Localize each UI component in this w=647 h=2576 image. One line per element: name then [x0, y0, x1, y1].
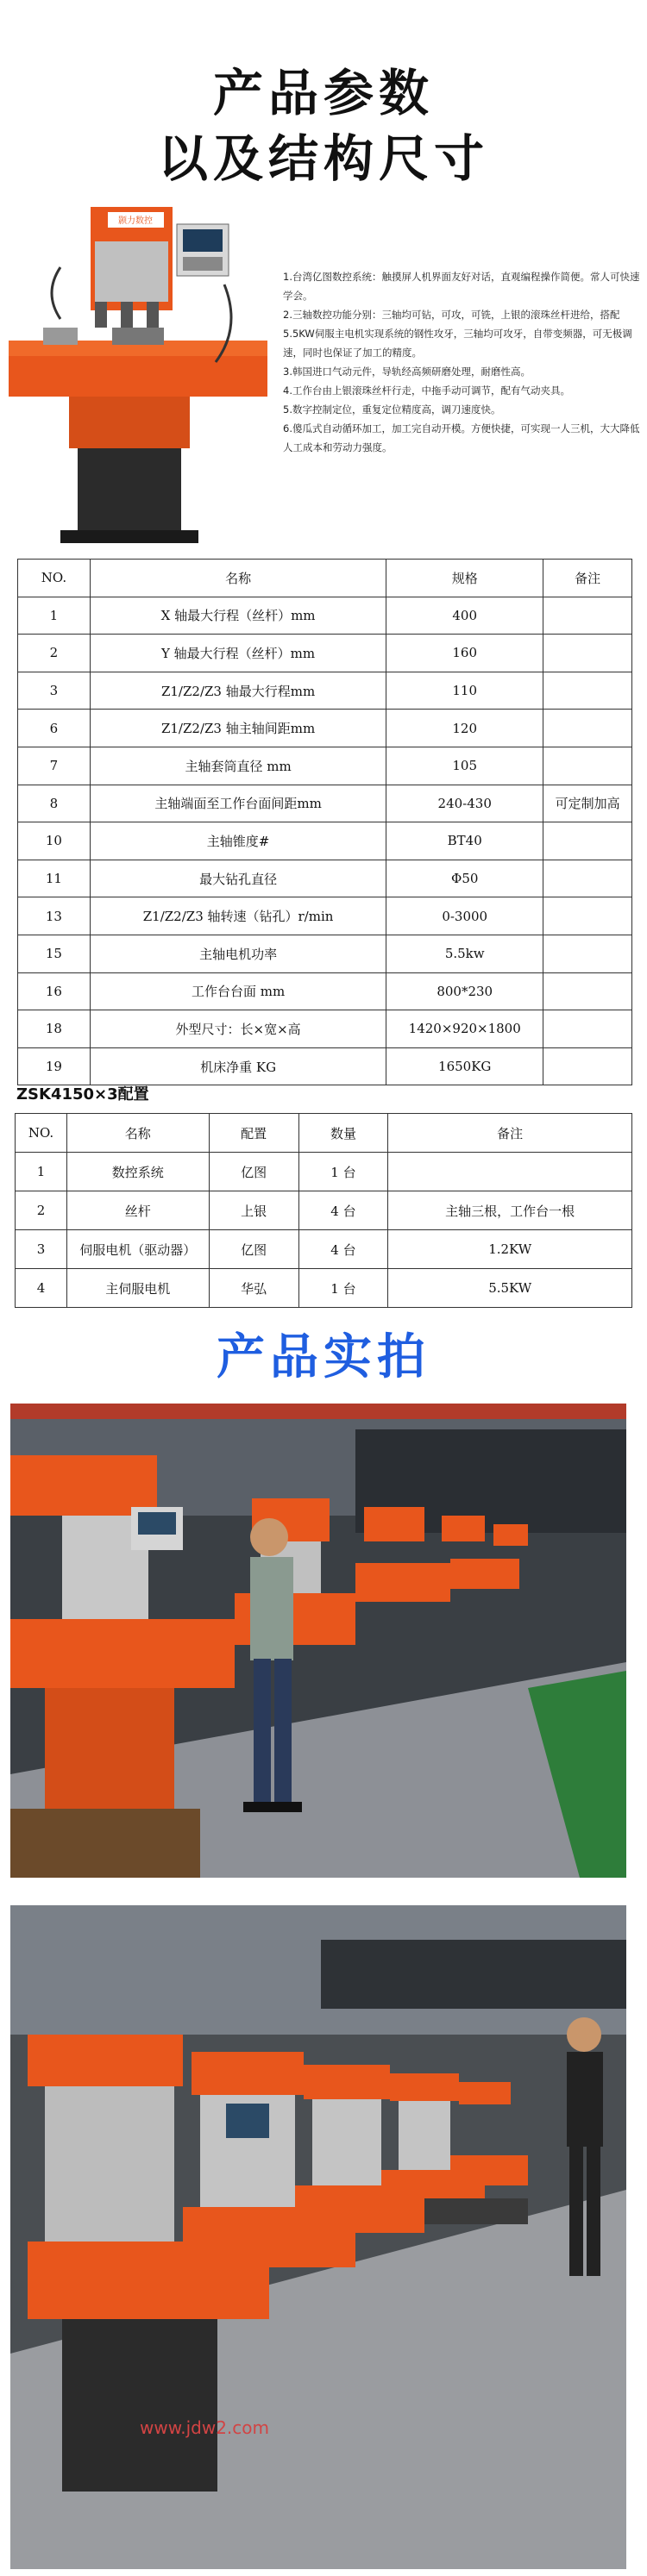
cell-no: 11: [18, 860, 91, 897]
header-cell: 数量: [298, 1114, 388, 1153]
cell-name: Y 轴最大行程（丝杆）mm: [90, 635, 386, 672]
header-cell: NO.: [16, 1114, 67, 1153]
cell-name: Z1/Z2/Z3 轴主轴间距mm: [90, 710, 386, 747]
cell-spec: 110: [386, 672, 543, 710]
cell-note: 主轴三根，工作台一根: [388, 1191, 632, 1230]
header-cell: 备注: [543, 560, 632, 597]
cell-note: [543, 597, 632, 635]
cell-spec: 120: [386, 710, 543, 747]
feature-item: 1.台湾亿图数控系统：触摸屏人机界面友好对话，直观编程操作简便。常人可快速学会。: [283, 271, 640, 302]
cell-no: 13: [18, 897, 91, 935]
cell-note: [543, 635, 632, 672]
cell-no: 15: [18, 935, 91, 972]
machine-logo-text: 颢力数控: [118, 216, 153, 226]
cell-note: [543, 1010, 632, 1048]
table-row: [18, 635, 632, 672]
table-row: [18, 597, 632, 635]
cell-no: 2: [18, 635, 91, 672]
table-row: [16, 1269, 632, 1308]
cell-no: 4: [16, 1269, 67, 1308]
config-table: [15, 1113, 632, 1308]
table-row: [18, 860, 632, 897]
table-row: [18, 822, 632, 860]
table-header-row: [18, 560, 632, 597]
header-cell: NO.: [18, 560, 91, 597]
cell-config: 亿图: [209, 1153, 298, 1191]
cell-qty: 4 台: [298, 1230, 388, 1269]
cell-note: [543, 897, 632, 935]
cell-name: 主轴端面至工作台面间距mm: [90, 785, 386, 822]
cell-name: 主轴锥度#: [90, 822, 386, 860]
cell-config: 亿图: [209, 1230, 298, 1269]
table-row: [18, 785, 632, 822]
table-row: [18, 747, 632, 785]
cell-name: 主轴电机功率: [90, 935, 386, 972]
header-cell: 名称: [66, 1114, 209, 1153]
cell-no: 3: [18, 672, 91, 710]
cell-note: [543, 822, 632, 860]
cell-no: 2: [16, 1191, 67, 1230]
table-row: [18, 672, 632, 710]
factory-photo-1: [10, 1404, 626, 1878]
cell-note: [543, 860, 632, 897]
cell-note: [543, 972, 632, 1010]
cell-name: Z1/Z2/Z3 轴最大行程mm: [90, 672, 386, 710]
cell-qty: 4 台: [298, 1191, 388, 1230]
cell-no: 18: [18, 1010, 91, 1048]
table-header-row: [16, 1114, 632, 1153]
hero-section: [0, 181, 647, 543]
cell-name: 数控系统: [66, 1153, 209, 1191]
cell-note: [543, 1047, 632, 1085]
table-row: [18, 710, 632, 747]
cell-config: 华弘: [209, 1269, 298, 1308]
cell-qty: 1 台: [298, 1269, 388, 1308]
table-row: [18, 897, 632, 935]
cell-no: 3: [16, 1230, 67, 1269]
cell-qty: 1 台: [298, 1153, 388, 1191]
cell-no: 6: [18, 710, 91, 747]
table-row: [16, 1153, 632, 1191]
cell-no: 7: [18, 747, 91, 785]
cell-name: 主轴套筒直径 mm: [90, 747, 386, 785]
cell-name: X 轴最大行程（丝杆）mm: [90, 597, 386, 635]
feature-item: 4.工作台由上银滚珠丝杆行走，中拖手动可调节，配有气动夹具。: [283, 385, 570, 397]
table-row: [18, 935, 632, 972]
header-cell: 名称: [90, 560, 386, 597]
page-title-line1: 产品参数: [212, 64, 434, 122]
cell-spec: 0-3000: [386, 897, 543, 935]
cell-name: 外型尺寸：长×宽×高: [90, 1010, 386, 1048]
cell-no: 1: [18, 597, 91, 635]
cell-note: 1.2KW: [388, 1230, 632, 1269]
cell-name: Z1/Z2/Z3 轴转速（钻孔）r/min: [90, 897, 386, 935]
cell-name: 工作台台面 mm: [90, 972, 386, 1010]
cell-note: [388, 1153, 632, 1191]
cell-spec: BT40: [386, 822, 543, 860]
cell-spec: 160: [386, 635, 543, 672]
feature-item: 6.傻瓜式自动循环加工，加工完自动开模。方便快捷，可实现一人三机，大大降低人工成本和劳动力强度。: [283, 422, 640, 453]
watermark-text: www.jdw2.com: [140, 2417, 269, 2438]
cell-no: 1: [16, 1153, 67, 1191]
header-cell: 备注: [388, 1114, 632, 1153]
feature-list: [283, 267, 640, 457]
page-header: [0, 60, 647, 191]
cell-no: 10: [18, 822, 91, 860]
table-row: [18, 972, 632, 1010]
feature-item: 3.韩国进口气动元件，导轨经高频研磨处理，耐磨性高。: [283, 366, 531, 378]
cell-spec: 105: [386, 747, 543, 785]
header-cell: 配置: [209, 1114, 298, 1153]
header-cell: 规格: [386, 560, 543, 597]
machine-illustration: [9, 190, 276, 543]
cell-note: 5.5KW: [388, 1269, 632, 1308]
cell-spec: Φ50: [386, 860, 543, 897]
cell-name: 丝杆: [66, 1191, 209, 1230]
cell-note: [543, 710, 632, 747]
cell-config: 上银: [209, 1191, 298, 1230]
table-row: [16, 1191, 632, 1230]
feature-item: 5.数字控制定位，重复定位精度高，调刀速度快。: [283, 403, 501, 416]
cell-note: [543, 747, 632, 785]
spec-table: [17, 559, 632, 1085]
cell-spec: 1650KG: [386, 1047, 543, 1085]
cell-note: 可定制加高: [543, 785, 632, 822]
cell-name: 机床净重 KG: [90, 1047, 386, 1085]
cell-spec: 800*230: [386, 972, 543, 1010]
table-row: [18, 1047, 632, 1085]
cell-spec: 5.5kw: [386, 935, 543, 972]
cell-no: 19: [18, 1047, 91, 1085]
cell-no: 16: [18, 972, 91, 1010]
cell-spec: 240-430: [386, 785, 543, 822]
photos-section-title: 产品实拍: [217, 1329, 430, 1385]
cell-name: 伺服电机（驱动器）: [66, 1230, 209, 1269]
config-heading: ZSK4150×3配置: [16, 1085, 149, 1104]
cell-note: [543, 935, 632, 972]
table-row: [16, 1230, 632, 1269]
cell-name: 主伺服电机: [66, 1269, 209, 1308]
cell-spec: 400: [386, 597, 543, 635]
cell-no: 8: [18, 785, 91, 822]
cell-name: 最大钻孔直径: [90, 860, 386, 897]
cell-spec: 1420×920×1800: [386, 1010, 543, 1048]
page-title-line2: 以及结构尺寸: [157, 129, 489, 188]
feature-item: 2.三轴数控功能分别：三轴均可钻，可攻，可铣，上银的滚珠丝杆进给，搭配5.5KW伺服主电机实现系统的钢性攻牙，三轴均可攻牙，自带变频器，可无极调速，同时也保证了加工的精度。: [283, 309, 632, 359]
cell-note: [543, 672, 632, 710]
table-row: [18, 1010, 632, 1048]
factory-photo-2: [10, 1905, 626, 2569]
